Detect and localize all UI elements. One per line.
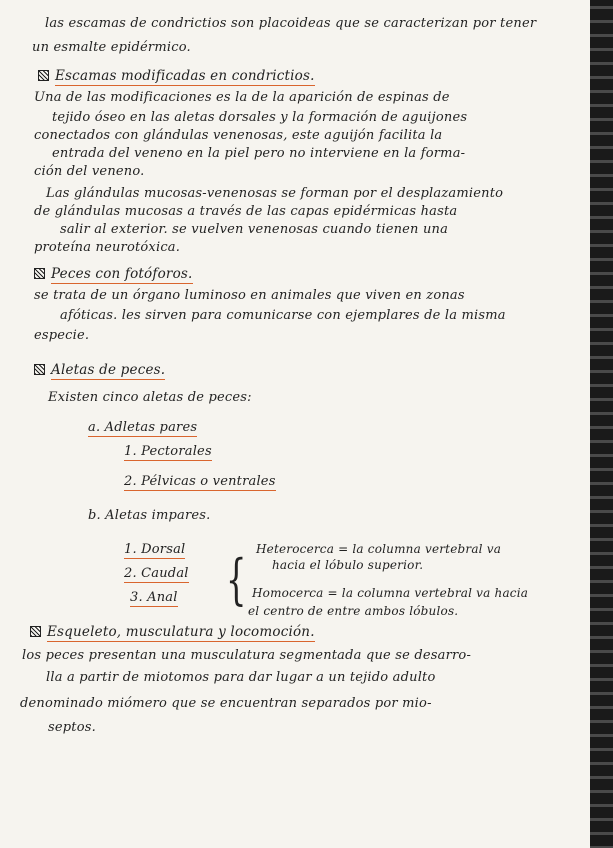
body-line: septos. bbox=[48, 720, 96, 735]
list-item bbox=[124, 566, 189, 581]
list-item bbox=[88, 420, 197, 435]
checkbox-icon bbox=[34, 364, 45, 375]
body-line: afóticas. les sirven para comunicarse con ejemplares de la misma bbox=[60, 308, 506, 323]
list-item bbox=[124, 444, 212, 459]
heterocerca-line-2: hacia el lóbulo superior. bbox=[272, 558, 424, 572]
list-item-label: 2. Caudal bbox=[124, 566, 189, 581]
section-3-title: Aletas de peces. bbox=[51, 362, 166, 378]
heterocerca-text: Heterocerca = la columna vertebral va bbox=[256, 542, 502, 556]
body-line: especie. bbox=[34, 328, 90, 343]
section-1-heading bbox=[38, 68, 315, 84]
list-item-label: 1. Dorsal bbox=[124, 542, 186, 557]
body-line: Las glándulas mucosas-venenosas se forman por el desplazamiento bbox=[46, 186, 504, 201]
list-item bbox=[124, 474, 276, 489]
body-line: denominado miómero que se encuentran separados por mio- bbox=[20, 696, 432, 711]
section-1-title: Escamas modificadas en condrictios. bbox=[55, 68, 315, 84]
heterocerca-line-1 bbox=[256, 542, 501, 556]
checkbox-icon bbox=[38, 70, 49, 81]
section-3-heading bbox=[34, 362, 165, 378]
body-line: proteína neurotóxica. bbox=[34, 240, 181, 255]
brace-icon: { bbox=[225, 548, 247, 611]
list-item-label: a. Adletas pares bbox=[88, 420, 198, 435]
body-line: Una de las modificaciones es la de la aparición de espinas de bbox=[34, 90, 450, 105]
body-line: ción del veneno. bbox=[34, 164, 145, 179]
body-line: lla a partir de miotomos para dar lugar a un tejido adulto bbox=[46, 670, 436, 685]
section-2-heading bbox=[34, 266, 193, 282]
checkbox-icon bbox=[34, 268, 45, 279]
body-line: se trata de un órgano luminoso en animales que viven en zonas bbox=[34, 288, 465, 303]
homocerca-line-2: el centro de entre ambos lóbulos. bbox=[248, 604, 459, 618]
body-line: salir al exterior. se vuelven venenosas cuando tienen una bbox=[60, 222, 449, 237]
list-item-label: 1. Pectorales bbox=[124, 444, 212, 459]
checkbox-icon bbox=[30, 626, 41, 637]
intro-line-1: las escamas de condrictios son placoideas que se caracterizan por tener bbox=[45, 16, 537, 31]
notebook-spiral bbox=[590, 0, 613, 848]
body-line: Existen cinco aletas de peces: bbox=[48, 390, 252, 405]
list-item-label: 3. Anal bbox=[130, 590, 178, 605]
homocerca-line-1: Homocerca = la columna vertebral va hacia bbox=[252, 586, 529, 600]
list-item bbox=[124, 542, 185, 557]
section-4-title: Esqueleto, musculatura y locomoción. bbox=[47, 624, 315, 640]
intro-line-2: un esmalte epidérmico. bbox=[32, 40, 191, 55]
body-line: de glándulas mucosas a través de las capas epidérmicas hasta bbox=[34, 204, 458, 219]
list-item-label: 2. Pélvicas o ventrales bbox=[124, 474, 276, 489]
section-4-heading bbox=[30, 624, 315, 640]
body-line: conectados con glándulas venenosas, este aguijón facilita la bbox=[34, 128, 443, 143]
body-line: los peces presentan una musculatura segmentada que se desarro- bbox=[22, 648, 472, 663]
body-line: tejido óseo en las aletas dorsales y la formación de aguijones bbox=[52, 110, 468, 125]
list-item bbox=[130, 590, 178, 605]
section-2-title: Peces con fotóforos. bbox=[51, 266, 193, 282]
list-item: b. Aletas impares. bbox=[88, 508, 211, 523]
body-line: entrada del veneno en la piel pero no interviene en la forma- bbox=[52, 146, 466, 161]
